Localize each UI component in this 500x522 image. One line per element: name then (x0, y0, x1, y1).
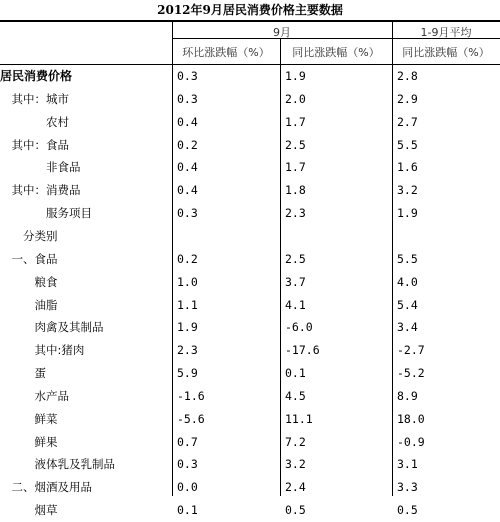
avg-yoy-value: 5.4 (397, 297, 418, 312)
mom-value: 0.3 (177, 457, 198, 472)
row-label: 非食品 (0, 160, 81, 175)
avg-yoy-value: 8.9 (397, 388, 418, 403)
mom-value: -1.6 (177, 388, 205, 403)
avg-yoy-value: -2.7 (397, 343, 425, 358)
mom-value: 0.0 (177, 480, 198, 495)
yoy-value: 2.4 (285, 480, 306, 495)
table-row (0, 88, 500, 111)
row-label: 肉禽及其制品 (0, 320, 104, 335)
yoy-value (285, 225, 390, 248)
yoy-value: 0.1 (285, 366, 306, 381)
table-title: 2012年9月居民消费价格主要数据 (157, 3, 343, 17)
table-row (0, 271, 500, 294)
mom-value: 1.0 (177, 274, 198, 289)
mom-value: 0.2 (177, 251, 198, 266)
yoy-value: 1.7 (285, 160, 306, 175)
yoy-value: 1.8 (285, 183, 306, 198)
row-label: 鲜果 (0, 434, 58, 449)
avg-yoy-value: 4.0 (397, 274, 418, 289)
table-row (0, 431, 500, 454)
table-row (0, 362, 500, 385)
yoy-value: 2.5 (285, 251, 306, 266)
avg-yoy-value: 2.8 (397, 69, 418, 83)
mom-value: 0.2 (177, 137, 198, 152)
yoy-value: 2.3 (285, 206, 306, 221)
mom-value: 0.1 (177, 503, 198, 518)
table-row (0, 111, 500, 134)
row-label: 粮食 (0, 274, 58, 289)
yoy-value: 7.2 (285, 434, 306, 449)
yoy-value: 3.7 (285, 274, 306, 289)
avg-yoy-value: -0.9 (397, 434, 425, 449)
mom-value: 0.4 (177, 183, 198, 198)
mom-value: 0.7 (177, 434, 198, 449)
row-label: 蛋 (0, 366, 46, 381)
yoy-value: 4.5 (285, 388, 306, 403)
header-col-yoy: 同比涨跌幅（%） (292, 46, 380, 59)
avg-yoy-value: 3.4 (397, 320, 418, 335)
avg-yoy-value: 18.0 (397, 411, 425, 426)
avg-yoy-value: 3.2 (397, 183, 418, 198)
table-row (0, 225, 500, 248)
row-label: 其中：城市 (0, 91, 69, 106)
table-row (0, 179, 500, 202)
mom-value: -5.6 (177, 411, 205, 426)
avg-yoy-value: 3.1 (397, 457, 418, 472)
table-body (0, 65, 500, 518)
mom-value (177, 225, 277, 248)
mom-value: 1.9 (177, 320, 198, 335)
mom-value: 0.4 (177, 160, 198, 175)
header-group-avg: 1-9月平均 (420, 26, 472, 39)
table-row (0, 294, 500, 317)
row-label: 油脂 (0, 297, 58, 312)
avg-yoy-value: 1.9 (397, 206, 418, 221)
row-label: 其中：消费品 (0, 183, 81, 198)
header-col-mom: 环比涨跌幅（%） (182, 46, 270, 59)
table-row (0, 385, 500, 408)
avg-yoy-value: 1.6 (397, 160, 418, 175)
yoy-value: 3.2 (285, 457, 306, 472)
row-label: 液体乳及乳制品 (0, 457, 115, 472)
table-row (0, 202, 500, 225)
avg-yoy-value: 2.9 (397, 91, 418, 106)
yoy-value: 1.7 (285, 114, 306, 129)
row-label: 其中：食品 (0, 137, 69, 152)
avg-yoy-value: 5.5 (397, 251, 418, 266)
table-row (0, 316, 500, 339)
row-label: 二、烟酒及用品 (0, 480, 92, 495)
header-group-sep: 9月 (273, 26, 291, 39)
yoy-value: -17.6 (285, 343, 320, 358)
yoy-value: 11.1 (285, 411, 313, 426)
header-col-avg-yoy: 同比涨跌幅（%） (402, 46, 490, 59)
avg-yoy-value: 3.3 (397, 480, 418, 495)
row-label: 水产品 (0, 388, 69, 403)
row-label: 其中:猪肉 (0, 343, 85, 358)
row-label: 鲜菜 (0, 411, 58, 426)
mom-value: 2.3 (177, 343, 198, 358)
mom-value: 0.3 (177, 91, 198, 106)
yoy-value: 2.0 (285, 91, 306, 106)
row-label: 一、食品 (0, 251, 58, 266)
table-row (0, 156, 500, 179)
row-label: 烟草 (0, 503, 58, 518)
yoy-value: 2.5 (285, 137, 306, 152)
row-label: 分类别 (0, 228, 58, 243)
table-row (0, 408, 500, 431)
row-label: 农村 (0, 114, 69, 129)
avg-yoy-value: 5.5 (397, 137, 418, 152)
table-row (0, 453, 500, 476)
table-row (0, 65, 500, 88)
table-row (0, 499, 500, 522)
avg-yoy-value (397, 225, 497, 248)
table-row (0, 134, 500, 157)
yoy-value: 1.9 (285, 69, 306, 83)
top-rule (0, 20, 500, 22)
avg-yoy-value: 0.5 (397, 503, 418, 518)
yoy-value: 4.1 (285, 297, 306, 312)
mom-value: 0.3 (177, 69, 198, 83)
mom-value: 5.9 (177, 366, 198, 381)
yoy-value: 0.5 (285, 503, 306, 518)
row-label: 居民消费价格 (0, 69, 73, 83)
mom-value: 0.3 (177, 206, 198, 221)
mom-value: 1.1 (177, 297, 198, 312)
table-row (0, 339, 500, 362)
avg-yoy-value: 2.7 (397, 114, 418, 129)
mom-value: 0.4 (177, 114, 198, 129)
yoy-value: -6.0 (285, 320, 313, 335)
table-row (0, 248, 500, 271)
avg-yoy-value: -5.2 (397, 366, 425, 381)
row-label: 服务项目 (0, 206, 92, 221)
